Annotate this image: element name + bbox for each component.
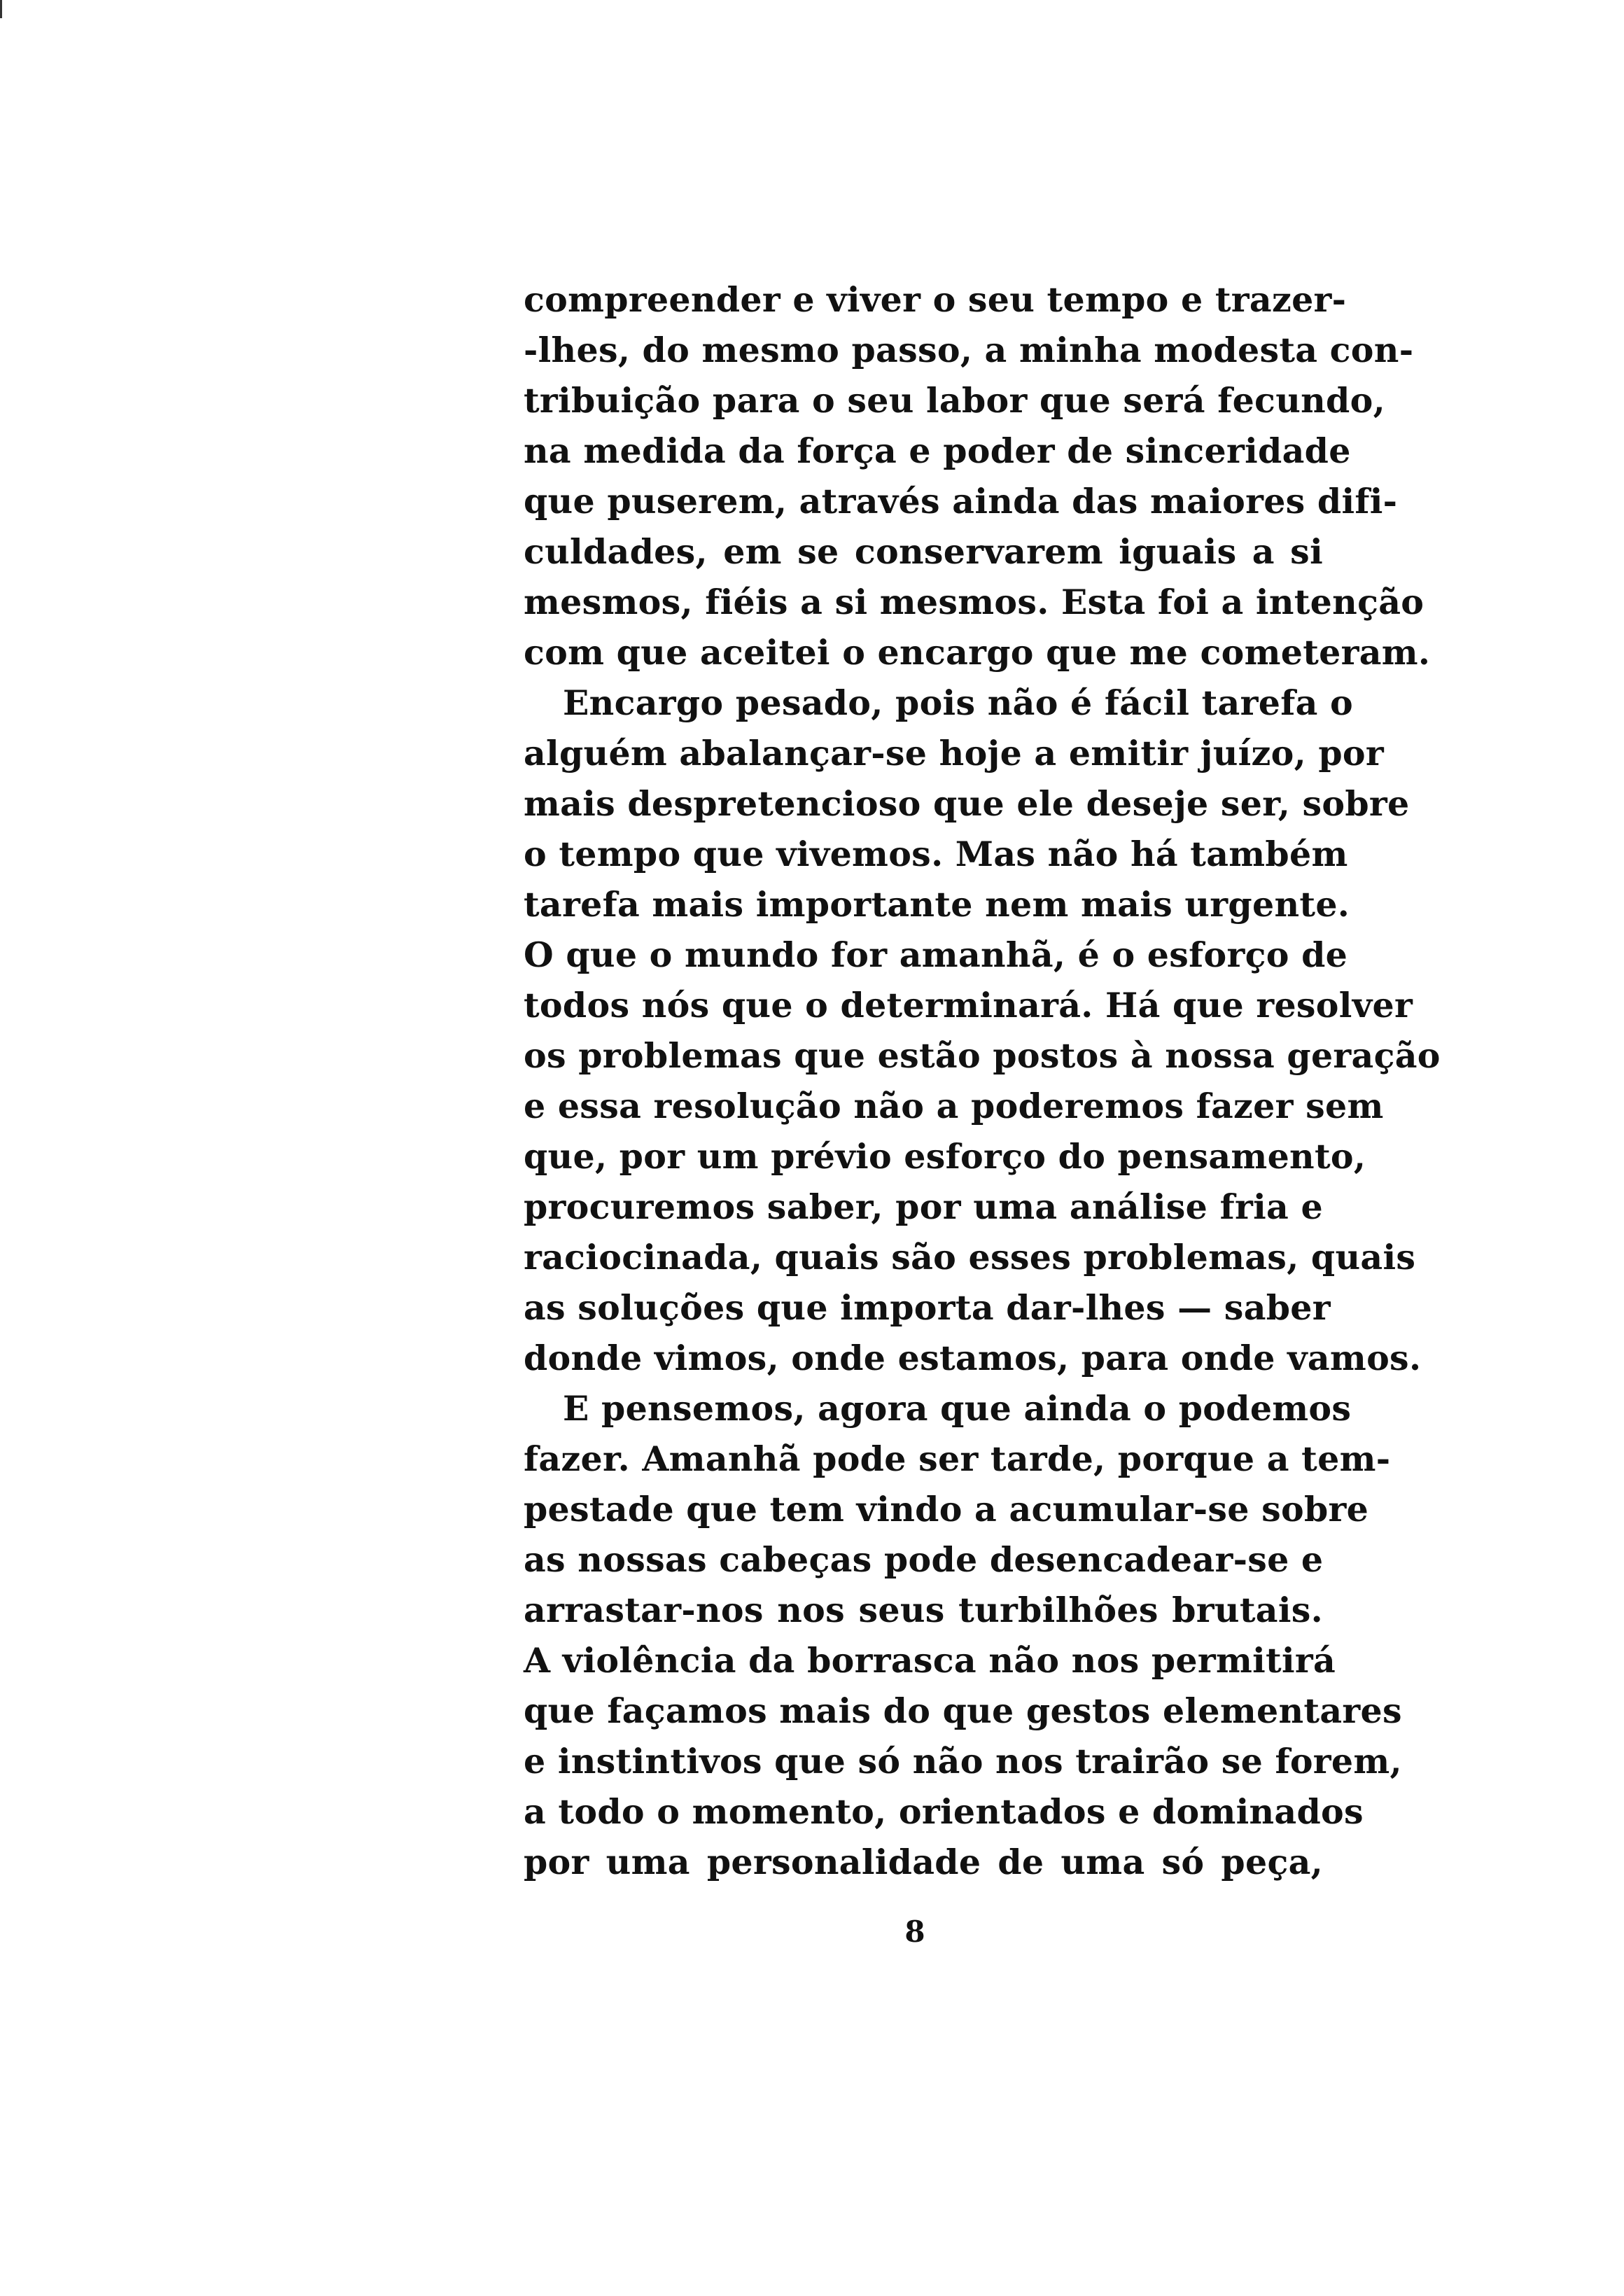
text-line: os problemas que estão postos à nossa geração (524, 1035, 1441, 1076)
body-text (524, 274, 1441, 1887)
text-line: Encargo pesado, pois não é fácil tarefa o (563, 682, 1353, 723)
text-line: as nossas cabeças pode desencadear-se e (524, 1539, 1324, 1580)
text-line: tribuição para o seu labor que será fecundo, (524, 380, 1385, 421)
text-line: O que o mundo for amanhã, é o esforço de (524, 934, 1348, 975)
text-line: donde vimos, onde estamos, para onde vamos. (524, 1338, 1422, 1378)
text-line: arrastar-nos nos seus turbilhões brutais. (524, 1590, 1323, 1630)
text-line: e essa resolução não a poderemos fazer sem (524, 1086, 1384, 1126)
text-line: e instintivos que só não nos trairão se forem, (524, 1741, 1402, 1782)
text-line: procuremos saber, por uma análise fria e (524, 1186, 1323, 1227)
text-line: com que aceitei o encargo que me cometeram. (524, 632, 1431, 673)
text-line: o tempo que vivemos. Mas não há também (524, 834, 1348, 874)
page-number: 8 (904, 1914, 925, 1949)
text-line: que puserem, através ainda das maiores difi- (524, 481, 1398, 522)
text-line: a todo o momento, orientados e dominados (524, 1791, 1364, 1832)
text-line: tarefa mais importante nem mais urgente. (524, 884, 1350, 925)
text-line: E pensemos, agora que ainda o podemos (563, 1388, 1352, 1429)
text-line: -lhes, do mesmo passo, a minha modesta con- (524, 330, 1414, 370)
text-line: mesmos, fiéis a si mesmos. Esta foi a intenção (524, 582, 1424, 622)
text-line: que façamos mais do que gestos elementares (524, 1690, 1402, 1731)
text-line: raciocinada, quais são esses problemas, quais (524, 1237, 1416, 1278)
text-line: A violência da borrasca não nos permitirá (524, 1640, 1336, 1681)
text-line: culdades, em se conservarem iguais a si (524, 531, 1323, 572)
text-line: na medida da força e poder de sinceridade (524, 430, 1351, 471)
text-line: alguém abalançar-se hoje a emitir juízo, por (524, 733, 1385, 774)
text-line: as soluções que importa dar-lhes — saber (524, 1287, 1331, 1328)
text-line: pestade que tem vindo a acumular-se sobre (524, 1489, 1369, 1530)
text-line: por uma personalidade de uma só peça, (524, 1842, 1323, 1882)
text-line: mais despretencioso que ele deseje ser, sobre (524, 783, 1410, 824)
scan-edge-mark (0, 0, 2, 18)
text-line: compreender e viver o seu tempo e trazer- (524, 279, 1347, 320)
text-line: todos nós que o determinará. Há que resolver (524, 985, 1413, 1026)
text-line: que, por um prévio esforço do pensamento, (524, 1136, 1366, 1177)
text-line: fazer. Amanhã pode ser tarde, porque a tem- (524, 1438, 1391, 1479)
